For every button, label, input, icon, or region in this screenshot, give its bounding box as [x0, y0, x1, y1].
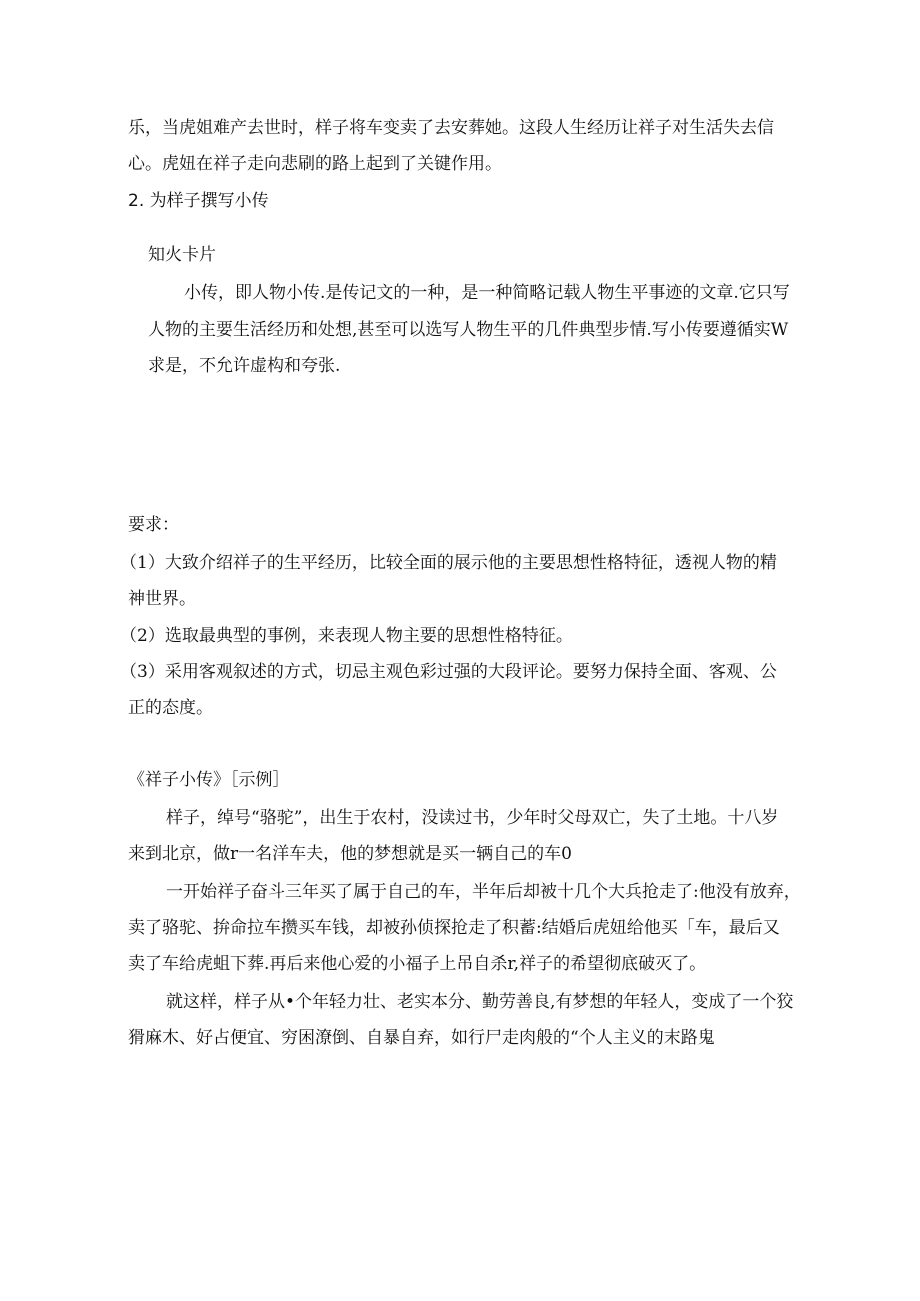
- example-p2-line-1: 一开始祥子奋斗三年买了属于自己的车，半年后却被十几个大兵抢走了:他没有放弃，: [166, 882, 801, 902]
- example-p3-line-2: 猾麻木、好占便宜、穷困潦倒、自暴自弃，如行尸走肉般的“个人主义的末路鬼: [128, 1028, 715, 1048]
- intro-line-1: 乐，当虎姐难产去世时，样子将车变卖了去安葬她。这段人生经历让祥子对生活失去信: [128, 118, 774, 138]
- example-p2-line-3: 卖了车给虎蛆下葬.再后来他心爱的小福子上吊自杀r,祥子的希望彻底破灭了。: [128, 954, 707, 974]
- intro-line-2: 心。虎妞在祥子走向悲刷的路上起到了关键作用。: [128, 154, 502, 174]
- requirement-2: （2）选取最典型的事例，来表现人物主要的思想性格特征。: [120, 626, 573, 646]
- example-p1-line-2: 来到北京，做r一名洋车夫，他的梦想就是买一辆自己的车0: [128, 844, 572, 864]
- requirement-3-line-2: 正的态度。: [128, 698, 213, 718]
- requirements-label: 要求：: [128, 515, 179, 535]
- example-p3-line-1: 就这样，样子从•个年轻力壮、老实本分、勤劳善良,有梦想的年轻人，变成了一个狡: [166, 992, 794, 1012]
- example-p2-line-2: 卖了骆驼、拚命拉车攒买车钱，却被孙侦探抢走了积蓄:结婚后虎妞给他买「车，最后又: [128, 918, 780, 938]
- knowledge-card-line-2: 人物的主要生活经历和处想,甚至可以选写人物生平的几件典型步情.写小传要遵循实W: [148, 320, 789, 340]
- knowledge-card-line-1: 小传，即人物小传.是传记文的一种，是一种简略记载人物生平事迹的文章.它只写: [184, 283, 790, 303]
- example-title: 《祥子小传》［示例］: [128, 770, 290, 790]
- knowledge-card-line-3: 求是，不允许虚构和夸张.: [148, 356, 341, 376]
- section-2-heading: 2. 为样子撰写小传: [128, 191, 269, 211]
- example-p1-line-1: 样子，绰号“骆驼”，出生于农村，没读过书，少年时父母双亡，失了土地。十八岁: [166, 808, 779, 828]
- knowledge-card-title: 知火卡片: [148, 245, 216, 265]
- requirement-1-line-2: 神世界。: [128, 589, 196, 609]
- requirement-3-line-1: （3）采用客观叙述的方式，切忌主观色彩过强的大段评论。要努力保持全面、客观、公: [120, 662, 777, 682]
- requirement-1-line-1: （1）大致介绍祥子的生平经历，比较全面的展示他的主要思想性格特征，透视人物的精: [120, 553, 777, 573]
